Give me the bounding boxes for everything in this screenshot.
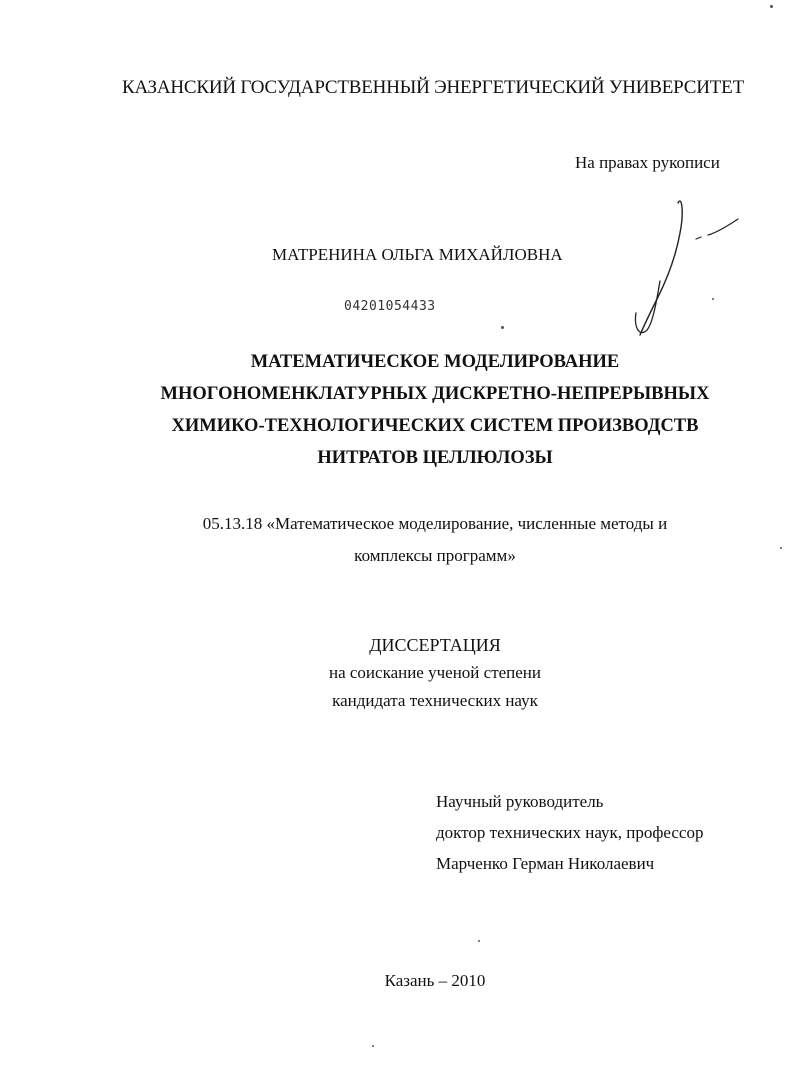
specialty-line: 05.13.18 «Математическое моделирование, численные методы и [202,514,668,533]
title-line: МАТЕМАТИЧЕСКОЕ МОДЕЛИРОВАНИЕ [250,352,620,372]
degree-line: на соискание ученой степени [328,663,542,682]
supervisor-role: Научный руководитель [436,792,604,811]
scan-speck [372,1045,374,1047]
title-line: МНОГОНОМЕНКЛАТУРНЫХ ДИСКРЕТНО-НЕПРЕРЫВНЫХ [160,384,710,404]
supervisor-block [436,786,703,879]
library-stamp-number: 04201054433 [344,299,436,314]
degree-line: кандидата технических наук [332,691,538,710]
scan-speck [770,5,773,8]
city-year: Казань – 2010 [384,971,486,990]
university-name: КАЗАНСКИЙ ГОСУДАРСТВЕННЫЙ ЭНЕРГЕТИЧЕСКИЙ УНИВЕРСИТЕТ [122,77,744,98]
dissertation-heading: ДИССЕРТАЦИЯ [369,635,501,655]
dissertation-title [0,346,792,474]
title-line: ХИМИКО-ТЕХНОЛОГИЧЕСКИХ СИСТЕМ ПРОИЗВОДСТВ [171,416,699,436]
title-line: НИТРАТОВ ЦЕЛЛЮЛОЗЫ [317,448,553,468]
supervisor-degree: доктор технических наук, профессор [436,823,704,842]
handwritten-signature [600,185,760,345]
supervisor-name: Марченко Герман Николаевич [436,854,655,873]
specialty-line: комплексы программ» [354,546,516,565]
specialty-code [0,508,792,572]
dissertation-block [0,631,792,715]
scan-speck [712,298,714,300]
rights-note: На правах рукописи [575,153,720,172]
scan-speck [501,326,504,329]
scan-speck [478,940,480,942]
author-name: МАТРЕНИНА ОЛЬГА МИХАЙЛОВНА [272,245,563,264]
